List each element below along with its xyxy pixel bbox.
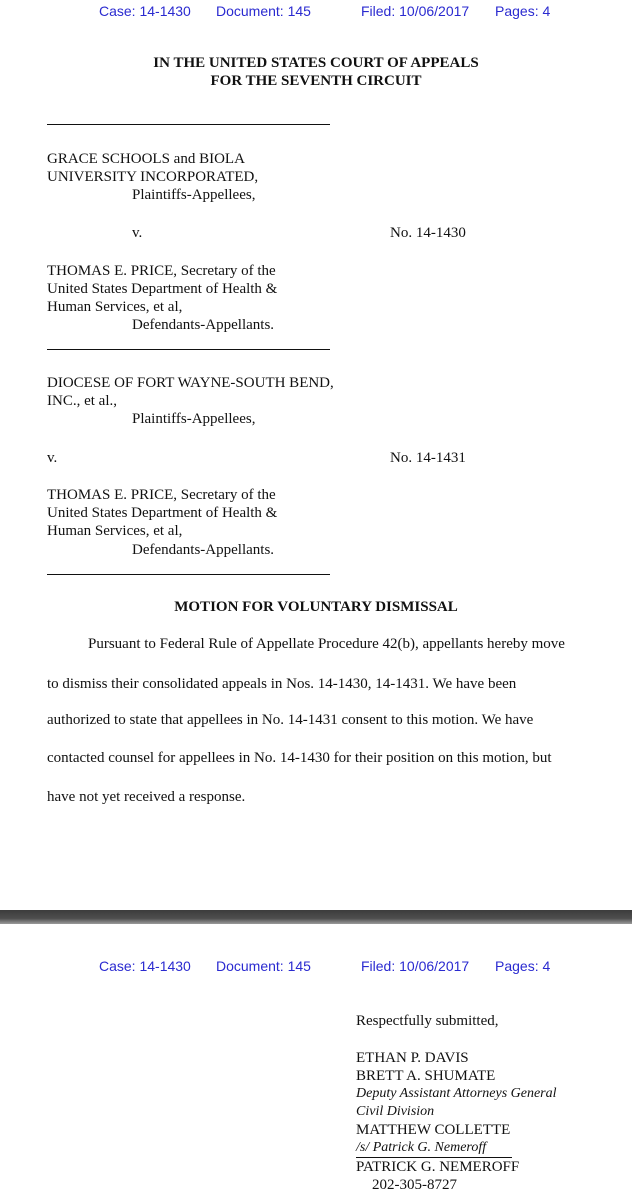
- court-name-line2: FOR THE SEVENTH CIRCUIT: [210, 73, 422, 89]
- header-case: Case: 14-1430: [99, 958, 191, 974]
- case1-defendant-role: Defendants-Appellants.: [132, 317, 275, 333]
- case2-number: No. 14-1431: [390, 450, 466, 466]
- signature-title-2: Civil Division: [356, 1104, 435, 1119]
- case2-defendant-line1: THOMAS E. PRICE, Secretary of the: [47, 487, 276, 503]
- motion-title: MOTION FOR VOLUNTARY DISMISSAL: [174, 599, 458, 615]
- motion-line-4: contacted counsel for appellees in No. 14-1430 for their position on this motion, but: [47, 750, 552, 766]
- document-page-2: [0, 924, 632, 1200]
- court-name-line1: IN THE UNITED STATES COURT OF APPEALS: [153, 55, 479, 71]
- header-pages: Pages: 4: [495, 3, 551, 19]
- signature-closing: Respectfully submitted,: [356, 1013, 499, 1029]
- motion-line-2: to dismiss their consolidated appeals in Nos. 14-1430, 14-1431. We have been: [47, 676, 517, 692]
- case1-plaintiff-role: Plaintiffs-Appellees,: [132, 187, 256, 203]
- header-document: Document: 145: [216, 3, 311, 19]
- case1-defendant-line3: Human Services, et al,: [47, 299, 183, 315]
- case2-versus: v.: [47, 450, 58, 466]
- header-filed: Filed: 10/06/2017: [361, 3, 470, 19]
- signature-name-4: PATRICK G. NEMEROFF: [356, 1159, 520, 1175]
- signature-name-3: MATTHEW COLLETTE: [356, 1122, 511, 1138]
- header-document: Document: 145: [216, 958, 311, 974]
- header-case: Case: 14-1430: [99, 3, 191, 19]
- signature-line: [356, 1139, 512, 1158]
- case2-defendant-role: Defendants-Appellants.: [132, 542, 275, 558]
- case1-defendant-line2: United States Department of Health &: [47, 281, 278, 297]
- header-pages: Pages: 4: [495, 958, 551, 974]
- case2-plaintiff-line1: DIOCESE OF FORT WAYNE-SOUTH BEND,: [47, 375, 334, 391]
- signature-title-1: Deputy Assistant Attorneys General: [356, 1086, 557, 1101]
- motion-line-1: Pursuant to Federal Rule of Appellate Procedure 42(b), appellants hereby move: [88, 636, 565, 652]
- motion-line-5: have not yet received a response.: [47, 789, 246, 805]
- case1-defendant-line1: THOMAS E. PRICE, Secretary of the: [47, 263, 276, 279]
- case1-number: No. 14-1430: [390, 225, 466, 241]
- case1-versus: v.: [132, 225, 143, 241]
- caption-rule: [47, 124, 330, 125]
- caption-rule: [47, 349, 330, 350]
- case2-defendant-line2: United States Department of Health &: [47, 505, 278, 521]
- case2-plaintiff-role: Plaintiffs-Appellees,: [132, 411, 256, 427]
- signature-name-2: BRETT A. SHUMATE: [356, 1068, 496, 1084]
- case2-defendant-line3: Human Services, et al,: [47, 523, 183, 539]
- signature-signed: /s/ Patrick G. Nemeroff: [356, 1139, 512, 1158]
- page-divider: [0, 910, 632, 924]
- case2-plaintiff-line2: INC., et al.,: [47, 393, 117, 409]
- signature-phone: 202-305-8727: [372, 1177, 457, 1193]
- case1-plaintiff-line1: GRACE SCHOOLS and BIOLA: [47, 151, 245, 167]
- signature-name-1: ETHAN P. DAVIS: [356, 1050, 469, 1066]
- case1-plaintiff-line2: UNIVERSITY INCORPORATED,: [47, 169, 259, 185]
- header-filed: Filed: 10/06/2017: [361, 958, 470, 974]
- motion-line-3: authorized to state that appellees in No. 14-1431 consent to this motion. We have: [47, 712, 534, 728]
- caption-rule: [47, 574, 330, 575]
